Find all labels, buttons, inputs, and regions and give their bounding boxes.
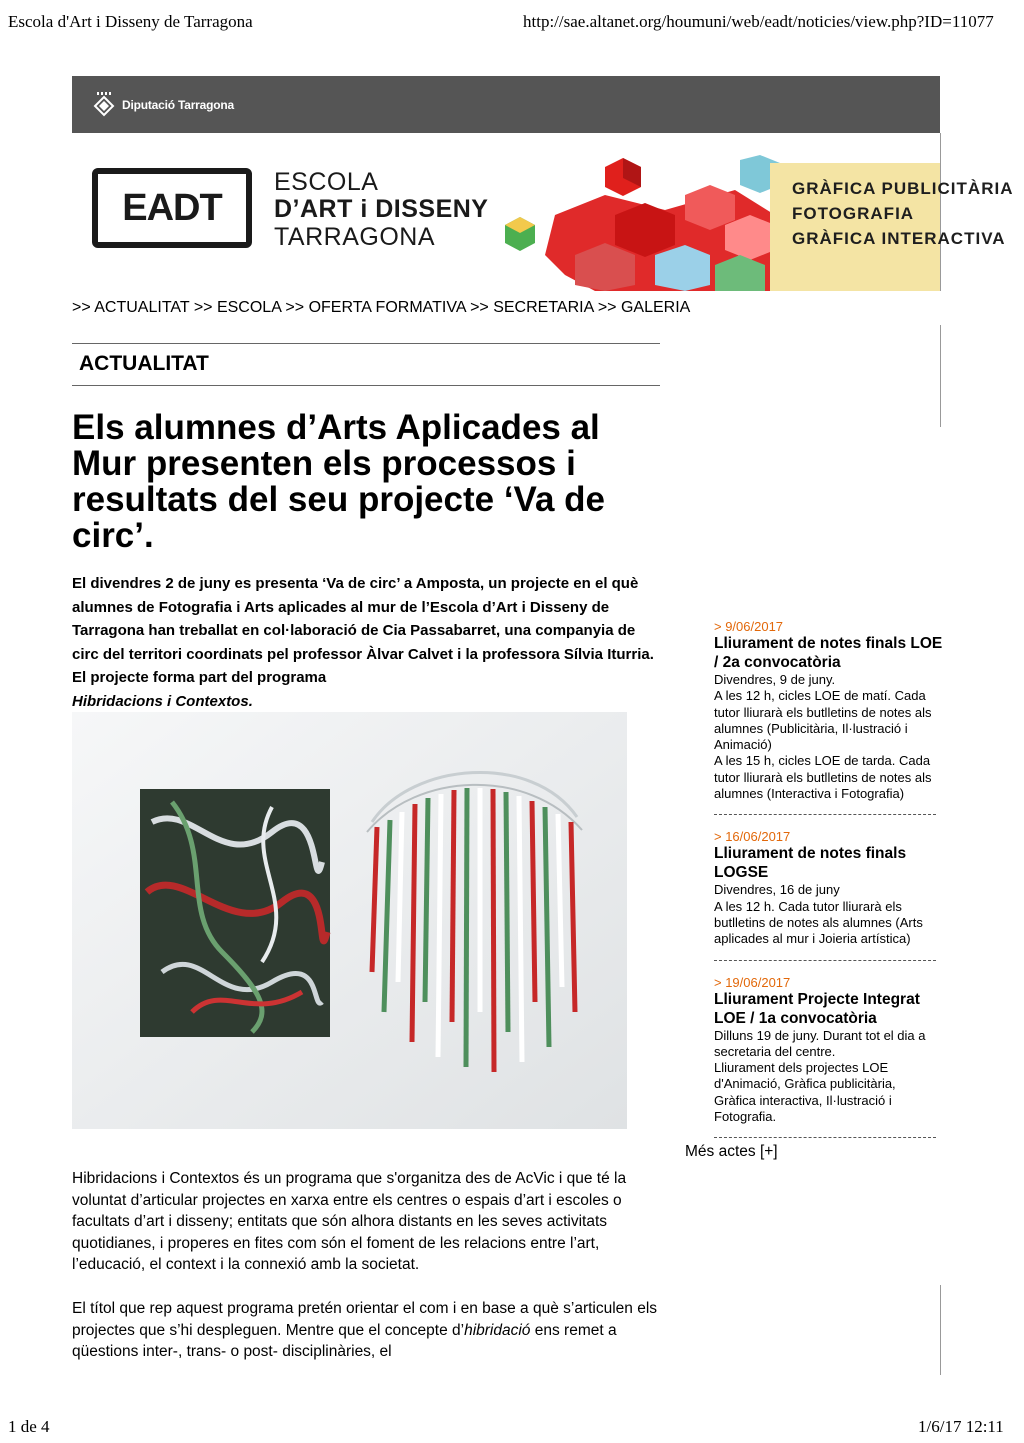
print-footer-page: 1 de 4 [8,1417,50,1436]
event-date: > 9/06/2017 [714,619,784,634]
course-line-1: GRÀFICA PUBLICITÀRIA [792,179,1014,198]
nav-sep: >> [465,299,494,316]
event-item[interactable] [685,829,940,947]
article-paragraph-2-text: El títol que rep aquest programa pretén orientar el com i en base a què s’articulen els projectes que s’hi despleguen. Mentre que el concepte d’ [72,1300,658,1339]
main-nav [72,299,690,317]
article-paragraph-2-emphasis: hibridació [464,1321,531,1339]
event-text: d'Animació, Gràfica publicitària, [714,1076,896,1092]
print-footer-date: 1/6/17 12:11 [918,1417,1004,1436]
article-photo [72,712,627,1129]
eadt-logo[interactable] [92,168,252,248]
section-divider-bottom [72,385,660,386]
event-text: Gràfica interactiva, Il·lustració i [714,1092,892,1108]
event-text: Animació) [714,737,772,753]
nav-sep: >> [280,299,309,316]
event-text: alumnes (Interactiva i Fotografia) [714,786,905,802]
course-line-3: GRÀFICA INTERACTIVA [792,229,1006,248]
event-title[interactable]: Lliurament de notes finals LOE [714,635,943,652]
event-separator [714,814,936,815]
nav-sep: >> [189,299,217,316]
geometric-pattern-graphic [495,155,785,291]
event-text: A les 12 h. Cada tutor lliurarà els [714,898,902,914]
event-title[interactable]: LOE / 1a convocatòria [714,1009,877,1027]
section-title: ACTUALITAT [79,352,209,375]
article-lead-program: Hibridacions i Contextos. [72,692,253,710]
event-text: Dilluns 19 de juny. Durant tot el dia a [714,1027,926,1043]
event-text: tutor lliurarà els butlletins de notes als [714,769,932,785]
nav-sep: >> [593,299,621,316]
nav-item-actualitat[interactable]: ACTUALITAT [94,299,190,316]
nav-item-secretaria[interactable]: SECRETARIA [493,299,594,316]
event-text: Fotografia. [714,1109,777,1125]
courses-panel[interactable] [770,163,1014,291]
nav-item-escola[interactable]: ESCOLA [216,299,281,316]
diputacio-logo-icon[interactable] [92,92,116,116]
event-title[interactable]: Lliurament de notes finals [714,845,907,863]
event-date: > 19/06/2017 [714,974,791,990]
more-events-link[interactable]: Més actes [+] [685,1143,778,1161]
events-sidebar [685,619,943,1161]
nav-item-oferta-formativa[interactable]: OFERTA FORMATIVA [308,299,466,316]
event-text: A les 12 h, cicles LOE de matí. Cada [714,688,926,704]
event-text: Lliurament dels projectes LOE [714,1060,889,1076]
article-headline: Els alumnes d’Arts Aplicades al Mur presenten els processos i resultats del seu projecte ‘Va de circ’. [72,408,605,555]
event-text: Divendres, 16 de juny [714,882,840,898]
event-title[interactable]: / 2a convocatòria [714,654,841,671]
article-lead-text: El divendres 2 de juny es presenta ‘Va de circ’ a Amposta, un projecte en el què alumnes de Fotografia i Arts aplicades al mur de l’Escola d’Art i Disseny de Tarragona han treballat en col·laboració de Cia Passabarret, una companyia de circ del territori coordinats pel professor Àlvar Calvet i la professora Sílvia Iturria. El projecte forma part del programa [72,575,654,686]
article-paragraph-2-text: ens remet a qüestions inter-, trans- o post- disciplinàries, el [72,1321,617,1360]
diputacio-brand[interactable]: Diputació Tarragona [122,98,234,112]
event-text: butlletins de notes als alumnes (Arts [714,914,923,930]
print-header-title: Escola d'Art i Disseny de Tarragona [8,12,253,31]
event-title[interactable]: LOGSE [714,864,769,882]
event-text: A les 15 h, cicles LOE de tarda. Cada [714,753,931,769]
event-separator [714,1137,936,1138]
school-name-line-3: TARRAGONA [274,223,435,251]
article-paragraph-2 [72,1298,662,1363]
nav-item-galeria[interactable]: GALERIA [620,299,691,316]
event-text: Divendres, 9 de juny. [714,672,836,687]
page-border [940,325,941,427]
event-title[interactable]: Lliurament Projecte Integrat [714,990,920,1008]
page-border [940,1285,941,1375]
article-lead [72,572,662,713]
event-text: secretaria del centre. [714,1043,836,1059]
eadt-logo-text: EADT [122,186,222,229]
print-header-url: http://sae.altanet.org/houmuni/web/eadt/noticies/view.php?ID=11077 [523,12,994,31]
course-line-2: FOTOGRAFIA [792,204,915,223]
event-separator [714,960,936,961]
school-name-line-2: D’ART i DISSENY [274,195,489,223]
event-item[interactable] [685,619,943,802]
school-name-line-1: ESCOLA [274,168,379,196]
article-paragraph-1: Hibridacions i Contextos és un programa que s'organitza des de AcVic i que té la voluntat d’articular projectes en xarxa entre els centres o espais d’art i escoles o facultats d’art i disseny; entitats que són alhora distants en les seves activitats quotidianes, i properes en fites com són el foment de les relacions entre l’art, l’educació, el context i la connexió amb la societat. [72,1170,627,1273]
section-divider-top [72,343,660,344]
nav-sep: >> [72,299,95,316]
event-item[interactable] [685,975,940,1126]
event-text: alumnes (Publicitària, Il·lustració i [714,720,908,736]
event-text: tutor lliurarà els butlletins de notes als [714,704,932,720]
event-text: aplicades al mur i Joieria artística) [714,931,911,947]
event-date: > 16/06/2017 [714,829,791,845]
